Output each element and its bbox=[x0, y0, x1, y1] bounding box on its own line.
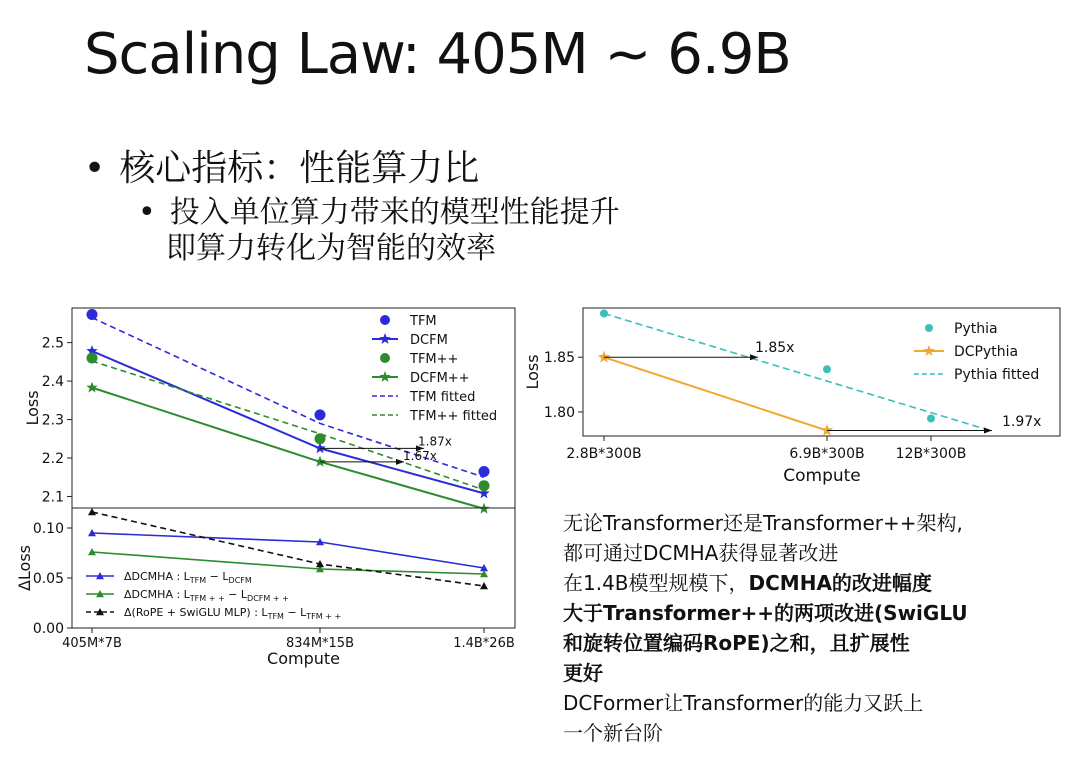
summary-line-text: 一个新台阶 bbox=[563, 721, 663, 745]
summary-line-text: 在1.4B模型规模下， bbox=[563, 571, 749, 595]
annotation-label: 1.67x bbox=[403, 448, 437, 463]
data-point bbox=[480, 582, 488, 589]
x-tick-label: 6.9B*300B bbox=[789, 446, 865, 462]
bullet-main-text: 核心指标：性能算力比 bbox=[119, 148, 480, 189]
summary-text bbox=[563, 508, 1063, 748]
data-point bbox=[88, 508, 96, 515]
legend-swatch bbox=[379, 333, 390, 344]
y-tick-label: 1.85 bbox=[543, 350, 575, 367]
slide-title: Scaling Law: 405M ~ 6.9B bbox=[84, 22, 791, 87]
x-tick-label: 405M*7B bbox=[62, 636, 122, 651]
summary-line bbox=[563, 538, 1063, 568]
summary-line-text: 都可通过DCMHA获得显著改进 bbox=[563, 541, 839, 565]
summary-line bbox=[563, 658, 1063, 688]
y-tick-label: 0.00 bbox=[32, 621, 64, 637]
data-point bbox=[479, 466, 490, 477]
legend-label: Pythia fitted bbox=[954, 367, 1040, 383]
series-line bbox=[604, 357, 827, 430]
y-axis-label: Loss bbox=[523, 354, 542, 390]
y-tick-label: 2.5 bbox=[41, 335, 64, 352]
legend-swatch bbox=[380, 315, 390, 325]
summary-line bbox=[563, 688, 1063, 718]
series-line bbox=[604, 313, 990, 430]
legend-label: Pythia bbox=[954, 321, 998, 337]
legend-swatch bbox=[379, 371, 390, 382]
x-axis-label: Compute bbox=[783, 466, 861, 486]
data-point bbox=[315, 409, 326, 420]
summary-line bbox=[563, 598, 1063, 628]
x-axis-label: Compute bbox=[267, 649, 340, 668]
x-tick-label: 12B*300B bbox=[895, 446, 967, 462]
summary-line-emphasis: DCMHA的改进幅度 bbox=[748, 571, 932, 595]
pythia-panel bbox=[523, 308, 1060, 486]
y-tick-label: 2.2 bbox=[41, 451, 64, 467]
legend-label: Δ(RoPE + SwiGLU MLP) : $L_{TFM} - L_{TFM + +}$ bbox=[124, 606, 342, 621]
y-tick-label: 2.3 bbox=[41, 412, 64, 429]
summary-line bbox=[563, 628, 1063, 658]
summary-line-text: 更好 bbox=[563, 661, 603, 685]
summary-line bbox=[563, 568, 1063, 598]
legend-label: DCFM bbox=[410, 333, 448, 348]
data-point bbox=[821, 424, 833, 436]
summary-line bbox=[563, 508, 1063, 538]
legend-label: TFM++ bbox=[410, 352, 459, 367]
annotation-label: 1.85x bbox=[755, 339, 795, 356]
y-tick-label: 2.1 bbox=[41, 489, 64, 506]
summary-line-text: 大于Transformer++的两项改进(SwiGLU bbox=[563, 601, 968, 625]
data-point bbox=[927, 414, 935, 422]
legend-swatch bbox=[923, 345, 934, 356]
legend-label: ΔDCMHA : $L_{TFM + +} - L_{DCFM + +}$ bbox=[124, 588, 289, 603]
data-point bbox=[600, 309, 608, 317]
summary-line-text: 无论Transformer还是Transformer++架构, bbox=[563, 511, 963, 535]
legend-label: DCPythia bbox=[954, 344, 1019, 360]
y-axis-label: Loss bbox=[23, 390, 42, 426]
data-point bbox=[314, 456, 325, 467]
x-tick-label: 834M*15B bbox=[286, 636, 354, 651]
delta-loss-panel bbox=[15, 508, 515, 668]
data-point bbox=[598, 351, 610, 363]
y-tick-label: 0.05 bbox=[32, 571, 64, 587]
annotation-label: 1.97x bbox=[1002, 413, 1042, 430]
legend-swatch bbox=[925, 324, 933, 332]
bullet-sub-line2: 即算力转化为智能的效率 bbox=[166, 231, 496, 266]
bullet-sub-line1: 投入单位算力带来的模型性能提升 bbox=[169, 195, 620, 230]
bullet-dot: • bbox=[84, 148, 106, 189]
loss-panel bbox=[23, 308, 515, 514]
legend-label: TFM fitted bbox=[410, 390, 476, 405]
annotation-label: 1.87x bbox=[418, 434, 452, 449]
summary-line bbox=[563, 718, 1063, 748]
data-point bbox=[86, 382, 97, 393]
legend-swatch bbox=[380, 353, 390, 363]
y-tick-label: 0.10 bbox=[32, 521, 64, 537]
legend-label: TFM++ fitted bbox=[410, 409, 498, 424]
x-tick-label: 1.4B*26B bbox=[453, 636, 515, 651]
legend-label: TFM bbox=[410, 314, 437, 329]
legend-label: ΔDCMHA : $L_{TFM} - L_{DCFM}$ bbox=[124, 570, 252, 585]
x-tick-label: 2.8B*300B bbox=[566, 446, 642, 462]
y-tick-label: 2.4 bbox=[41, 374, 64, 391]
legend-label: DCFM++ bbox=[410, 371, 470, 386]
summary-line-text: 和旋转位置编码RoPE)之和，且扩展性 bbox=[563, 631, 910, 655]
series-line bbox=[92, 533, 484, 568]
y-axis-label: ΔLoss bbox=[15, 544, 34, 592]
bullet-dot: • bbox=[138, 195, 156, 230]
y-tick-label: 1.80 bbox=[543, 404, 575, 421]
summary-line-text: DCFormer让Transformer的能力又跃上 bbox=[563, 691, 924, 715]
data-point bbox=[823, 365, 831, 373]
annotation-arrowhead bbox=[984, 428, 992, 434]
